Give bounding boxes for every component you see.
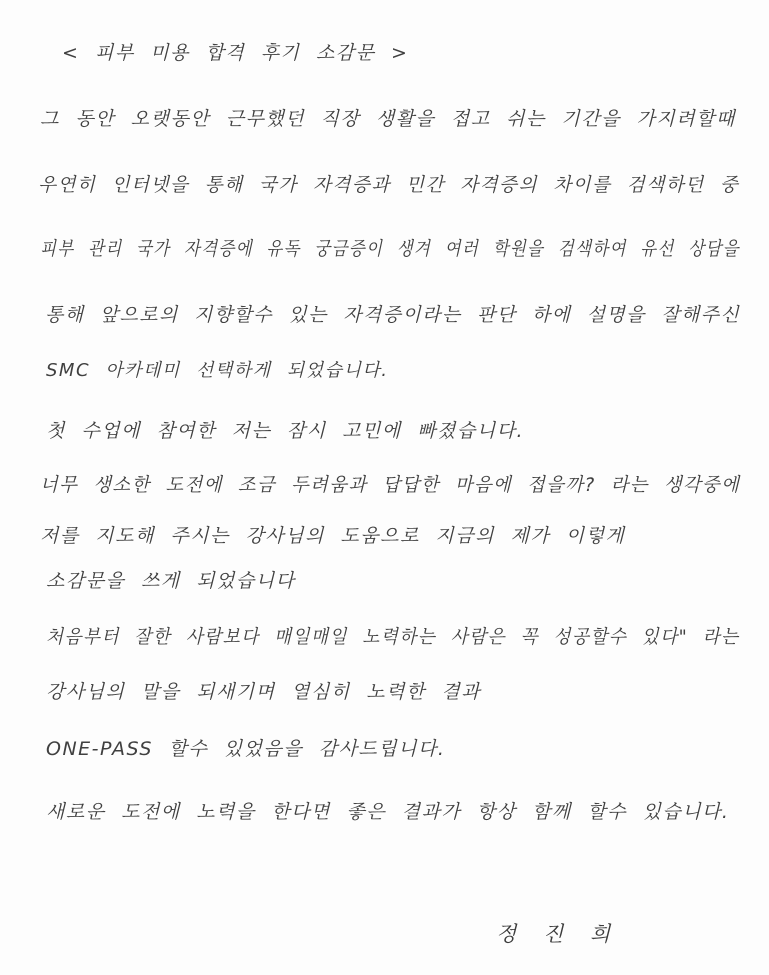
letter-line-9: 소감문을 쓰게 되었습니다: [46, 570, 296, 592]
letter-line-12: ONE-PASS 할수 있었음을 감사드립니다.: [46, 738, 446, 760]
letter-line-7: 너무 생소한 도전에 조금 두려움과 답답한 마음에 접을까? 라는 생각중에: [40, 474, 741, 496]
letter-title: < 피부 미용 합격 후기 소감문 >: [62, 42, 409, 64]
letter-line-1: 그 동안 오랫동안 근무했던 직장 생활을 접고 쉬는 기간을 가지려할때: [40, 108, 736, 130]
letter-line-13: 새로운 도전에 노력을 한다면 좋은 결과가 항상 함께 할수 있습니다.: [46, 801, 730, 823]
letter-line-6: 첫 수업에 참여한 저는 잠시 고민에 빠졌습니다.: [46, 420, 525, 442]
letter-line-10: 처음부터 잘한 사람보다 매일매일 노력하는 사람은 꼭 성공할수 있다" 라는: [46, 626, 740, 648]
letter-line-5: SMC 아카데미 선택하게 되었습니다.: [46, 360, 389, 381]
letter-line-2: 우연히 인터넷을 통해 국가 자격증과 민간 자격증의 차이를 검색하던 중: [38, 174, 740, 196]
letter-line-8: 저를 지도해 주시는 강사님의 도움으로 지금의 제가 이렇게: [40, 525, 626, 547]
author-signature: 정 진 희: [496, 922, 621, 946]
letter-line-11: 강사님의 말을 되새기며 열심히 노력한 결과: [46, 681, 482, 703]
letter-line-4: 통해 앞으로의 지향할수 있는 자격증이라는 판단 하에 설명을 잘해주신: [45, 304, 741, 326]
letter-line-3: 피부 관리 국가 자격증에 유독 궁금증이 생겨 여러 학원을 검색하여 유선 상담을: [40, 238, 740, 260]
